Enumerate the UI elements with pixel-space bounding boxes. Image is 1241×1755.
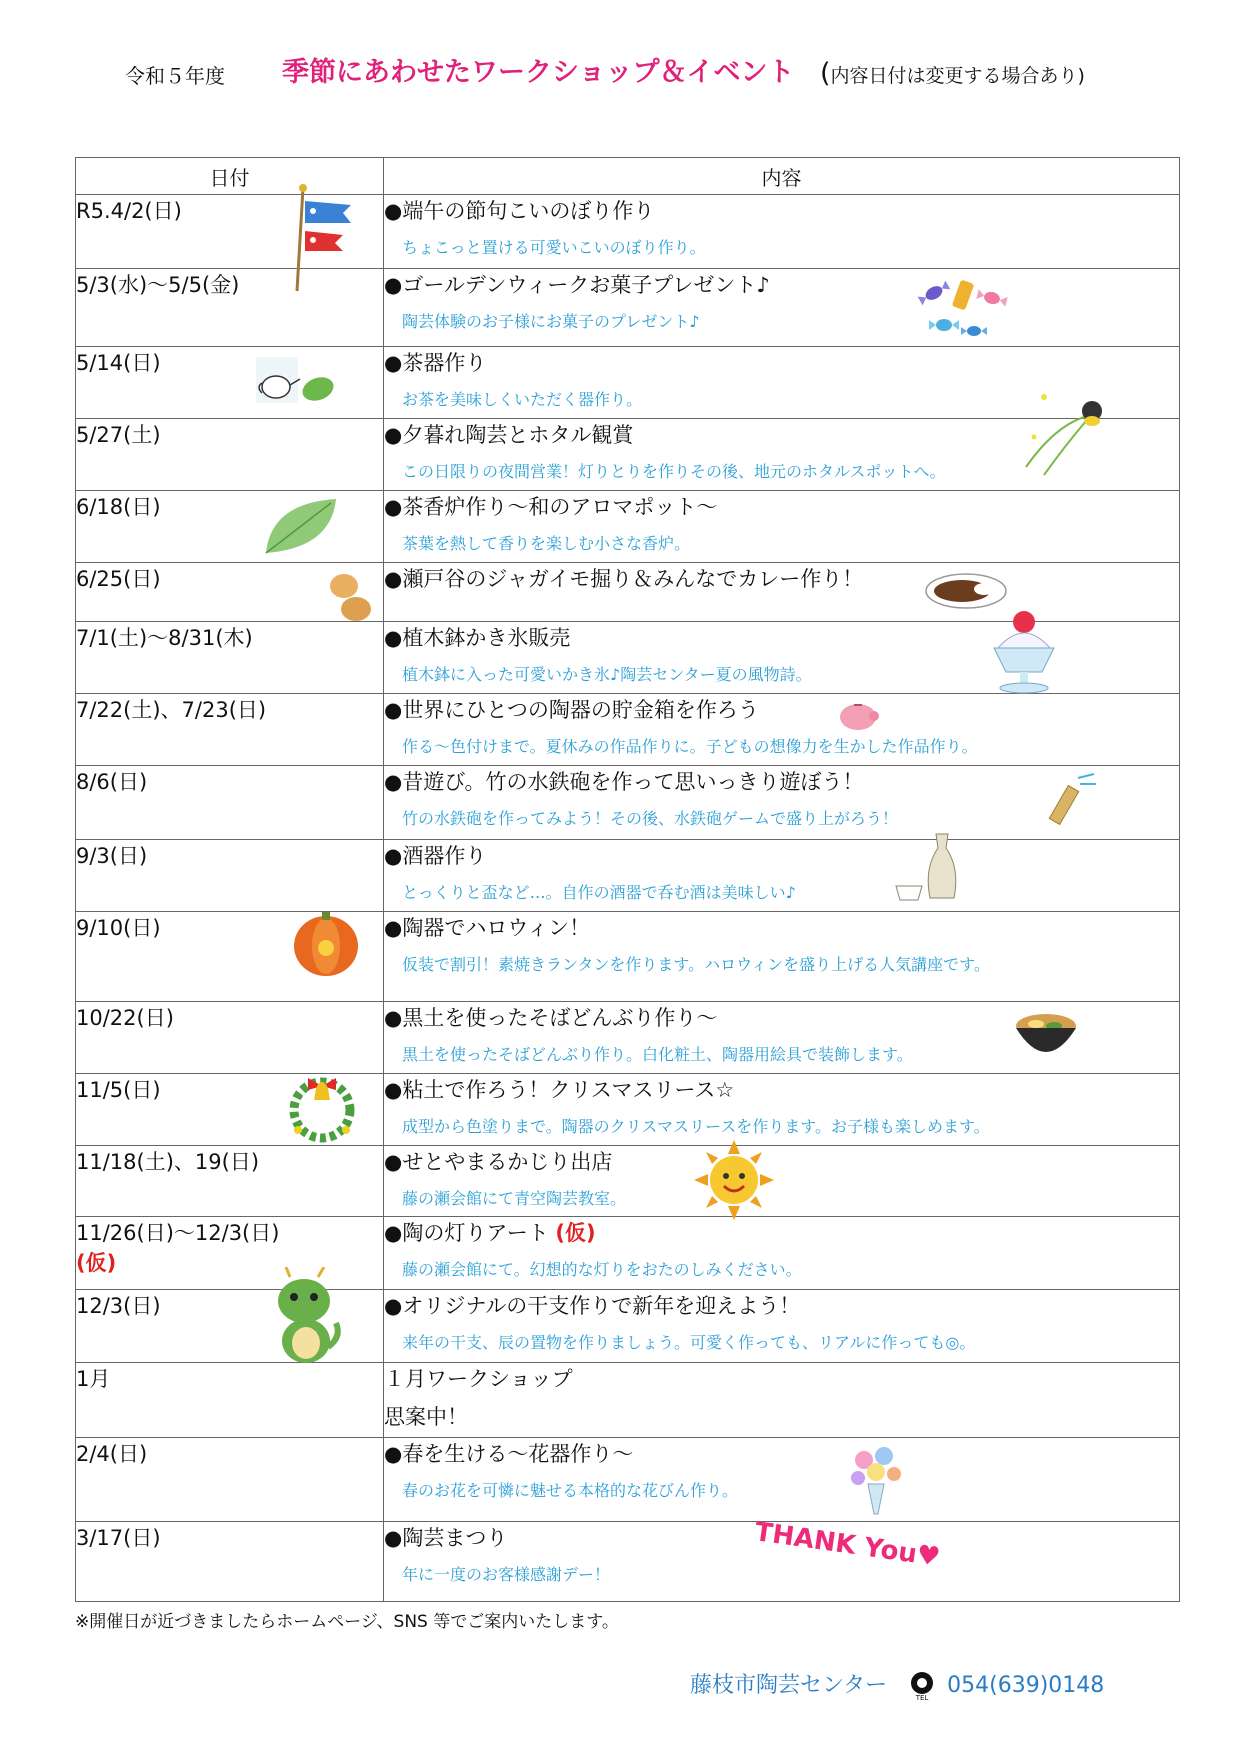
table-row — [76, 694, 1180, 766]
event-title: ●陶の灯りアート — [384, 1221, 549, 1245]
row-content-cell — [384, 195, 1180, 269]
row-date: 1月 — [76, 1367, 111, 1391]
row-date: 7/1(土)～8/31(木) — [76, 626, 253, 650]
event-title: ●茶香炉作り～和のアロマポット～ — [384, 495, 718, 519]
event-title: １月ワークショップ — [384, 1367, 573, 1391]
row-date-cell — [76, 1002, 384, 1074]
table-row — [76, 419, 1180, 491]
thank-you-icon: THANK You♥ — [752, 1517, 942, 1573]
table-row — [76, 347, 1180, 419]
row-date-tentative: (仮) — [76, 1251, 117, 1275]
row-content-cell — [384, 912, 1180, 1002]
row-content-cell — [384, 840, 1180, 912]
column-header-content: 内容 — [384, 158, 1180, 195]
event-title-wrap — [384, 1217, 1179, 1247]
table-row — [76, 1146, 1180, 1217]
event-description: 植木鉢に入った可愛いかき氷♪陶芸センター夏の風物詩。 — [402, 665, 812, 684]
event-description: 成型から色塗りまで。陶器のクリスマスリースを作ります。お子様も楽しめます。 — [402, 1117, 990, 1136]
row-content-cell — [384, 1438, 1180, 1522]
event-description: 年に一度のお客様感謝デー！ — [402, 1565, 611, 1584]
event-description: 来年の干支、辰の置物を作りましょう。可愛く作っても、リアルに作っても◎。 — [402, 1333, 976, 1352]
row-date: 5/27(土) — [76, 423, 161, 447]
event-description: ちょこっと置ける可愛いこいのぼり作り。 — [402, 238, 706, 257]
row-content-cell — [384, 269, 1180, 347]
sake-icon — [892, 828, 962, 906]
table-row — [76, 1438, 1180, 1522]
table-row — [76, 269, 1180, 347]
header-note — [820, 58, 1085, 89]
row-date-cell — [76, 269, 384, 347]
row-date-cell — [76, 1290, 384, 1363]
tel-label: TEL — [915, 1694, 929, 1701]
curry-icon — [924, 567, 1009, 611]
row-content-cell — [384, 491, 1180, 563]
water-gun-icon — [1044, 772, 1100, 834]
event-title: ●陶器でハロウィン！ — [384, 916, 591, 940]
row-content-cell — [384, 419, 1180, 491]
row-content-cell — [384, 1074, 1180, 1146]
table-row — [76, 622, 1180, 694]
event-description: 仮装で割引！素焼きランタンを作ります。ハロウィンを盛り上げる人気講座です。 — [402, 955, 990, 974]
event-title: ●酒器作り — [384, 844, 487, 868]
row-date: 6/25(日) — [76, 567, 161, 591]
row-content-cell — [384, 1290, 1180, 1363]
event-title: ●黒土を使ったそばどんぶり作り～ — [384, 1006, 718, 1030]
event-description: 陶芸体験のお子様にお菓子のプレゼント♪ — [402, 312, 700, 331]
event-title: ●茶器作り — [384, 351, 487, 375]
row-content-cell — [384, 1146, 1180, 1217]
schedule-table — [75, 157, 1180, 1602]
row-date-cell — [76, 1522, 384, 1602]
event-title-tentative: (仮) — [555, 1221, 596, 1245]
event-title: ●瀬戸谷のジャガイモ掘り＆みんなでカレー作り！ — [384, 567, 864, 591]
event-title: ●粘土で作ろう！クリスマスリース☆ — [384, 1078, 735, 1102]
table-row — [76, 1290, 1180, 1363]
pumpkin-icon — [288, 906, 364, 982]
wreath-icon — [276, 1066, 368, 1146]
table-row — [76, 912, 1180, 1002]
potato-icon — [326, 571, 376, 623]
row-date: 11/5(日) — [76, 1078, 161, 1102]
row-content-cell — [384, 694, 1180, 766]
table-row — [76, 766, 1180, 840]
row-content-cell — [384, 1517, 1180, 1602]
row-date: 5/14(日) — [76, 351, 161, 375]
row-date: 9/10(日) — [76, 916, 161, 940]
row-date-cell — [76, 1074, 384, 1146]
row-date: 11/26(日)～12/3(日) — [76, 1221, 280, 1245]
row-date-cell — [76, 766, 384, 840]
bouquet-icon — [844, 1442, 908, 1518]
row-date-cell — [76, 195, 384, 269]
event-description: 茶葉を熱して香りを楽しむ小さな香炉。 — [402, 534, 691, 553]
column-header-date: 日付 — [76, 158, 384, 195]
event-description: 作る～色付けまで。夏休みの作品作りに。子どもの想像力を生かした作品作り。 — [402, 737, 978, 756]
row-content-cell — [384, 766, 1180, 840]
row-date-cell — [76, 840, 384, 912]
row-date: 12/3(日) — [76, 1294, 161, 1318]
candy-icon — [914, 273, 1014, 345]
event-description: 竹の水鉄砲を作ってみよう！その後、水鉄砲ゲームで盛り上がろう！ — [402, 809, 899, 828]
phone-number: 054(639)0148 — [947, 1673, 1105, 1698]
table-row — [76, 1074, 1180, 1146]
row-date-cell — [76, 1438, 384, 1522]
event-title: ●世界にひとつの陶器の貯金箱を作ろう — [384, 698, 759, 722]
row-date: 3/17(日) — [76, 1526, 161, 1550]
page-title: 季節にあわせたワークショップ＆イベント — [282, 57, 795, 88]
event-title: ●ゴールデンウィークお菓子プレゼント♪ — [384, 273, 770, 297]
event-description: 春のお花を可憐に魅せる本格的な花びん作り。 — [402, 1481, 739, 1500]
page-header — [0, 50, 1241, 90]
event-description: 藤の瀬会館にて青空陶芸教室。 — [402, 1189, 627, 1208]
thank-you-text: THANK You — [752, 1517, 919, 1570]
footnote: ※開催日が近づきましたらホームページ、SNS 等でご案内いたします。 — [75, 1612, 619, 1632]
table-row — [76, 195, 1180, 269]
row-date-cell — [76, 419, 384, 491]
row-date: 11/18(土)、19(日) — [76, 1150, 260, 1174]
event-description: 黒土を使ったそばどんぶり作り。白化粧土、陶器用絵具で装飾します。 — [402, 1045, 913, 1064]
row-content-cell — [384, 622, 1180, 694]
row-date-cell — [76, 1146, 384, 1217]
row-content-cell — [384, 1363, 1180, 1438]
table-row — [76, 1002, 1180, 1074]
event-title: ●植木鉢かき氷販売 — [384, 626, 571, 650]
row-date: 9/3(日) — [76, 844, 148, 868]
row-date: 5/3(水)～5/5(金) — [76, 273, 240, 297]
row-date-cell — [76, 563, 384, 622]
event-title: ●端午の節句こいのぼり作り — [384, 199, 655, 223]
row-date: 10/22(日) — [76, 1006, 174, 1030]
row-date-cell — [76, 1363, 384, 1438]
header-note-text: 内容日付は変更する場合あり) — [830, 65, 1085, 87]
table-row — [76, 491, 1180, 563]
event-description: この日限りの夜間営業！灯りとりを作りその後、地元のホタルスポットへ。 — [402, 462, 946, 481]
shaved-ice-icon — [984, 608, 1064, 696]
event-description: お茶を美味しくいただく器作り。 — [402, 390, 643, 409]
row-date: 7/22(土)、7/23(日) — [76, 698, 267, 722]
fiscal-year: 令和５年度 — [125, 64, 225, 88]
row-date-cell — [76, 622, 384, 694]
sun-icon — [694, 1140, 774, 1220]
teapot-icon — [256, 357, 336, 413]
firefly-icon — [1024, 387, 1114, 477]
telephone-icon — [908, 1671, 936, 1701]
event-description: 藤の瀬会館にて。幻想的な灯りをおたのしみください。 — [402, 1260, 802, 1279]
contact-footer — [690, 1668, 1104, 1701]
soba-bowl-icon — [1014, 1006, 1078, 1062]
row-date: 2/4(日) — [76, 1442, 148, 1466]
row-date-cell — [76, 347, 384, 419]
table-row — [76, 1217, 1180, 1290]
table-row — [76, 1522, 1180, 1602]
event-title: ●昔遊び。竹の水鉄砲を作って思いっきり遊ぼう！ — [384, 770, 864, 794]
row-date: R5.4/2(日) — [76, 199, 182, 223]
table-header-row — [76, 158, 1180, 195]
row-date-cell — [76, 1217, 384, 1290]
event-description: とっくりと盃など…。自作の酒器で呑む酒は美味しい♪ — [402, 883, 796, 902]
organization-name: 藤枝市陶芸センター — [690, 1673, 888, 1698]
piggy-bank-icon — [834, 698, 882, 734]
event-title: ●夕暮れ陶芸とホタル観賞 — [384, 423, 634, 447]
row-content-cell — [384, 1217, 1180, 1290]
row-date: 8/6(日) — [76, 770, 148, 794]
row-date-cell — [76, 491, 384, 563]
event-title: ●陶芸まつり — [384, 1526, 508, 1550]
event-title: ●せとやまるかじり出店 — [384, 1150, 613, 1174]
event-title-line2: 思案中！ — [384, 1405, 468, 1429]
event-title: ●オリジナルの干支作りで新年を迎えよう！ — [384, 1294, 801, 1318]
leaf-icon — [261, 493, 341, 561]
header-note-paren: ( — [820, 58, 831, 89]
row-content-cell — [384, 1002, 1180, 1074]
table-row — [76, 840, 1180, 912]
table-row — [76, 1363, 1180, 1438]
row-date-cell — [76, 694, 384, 766]
row-date-cell — [76, 912, 384, 1002]
event-title: ●春を生ける～花器作り～ — [384, 1442, 634, 1466]
row-date: 6/18(日) — [76, 495, 161, 519]
